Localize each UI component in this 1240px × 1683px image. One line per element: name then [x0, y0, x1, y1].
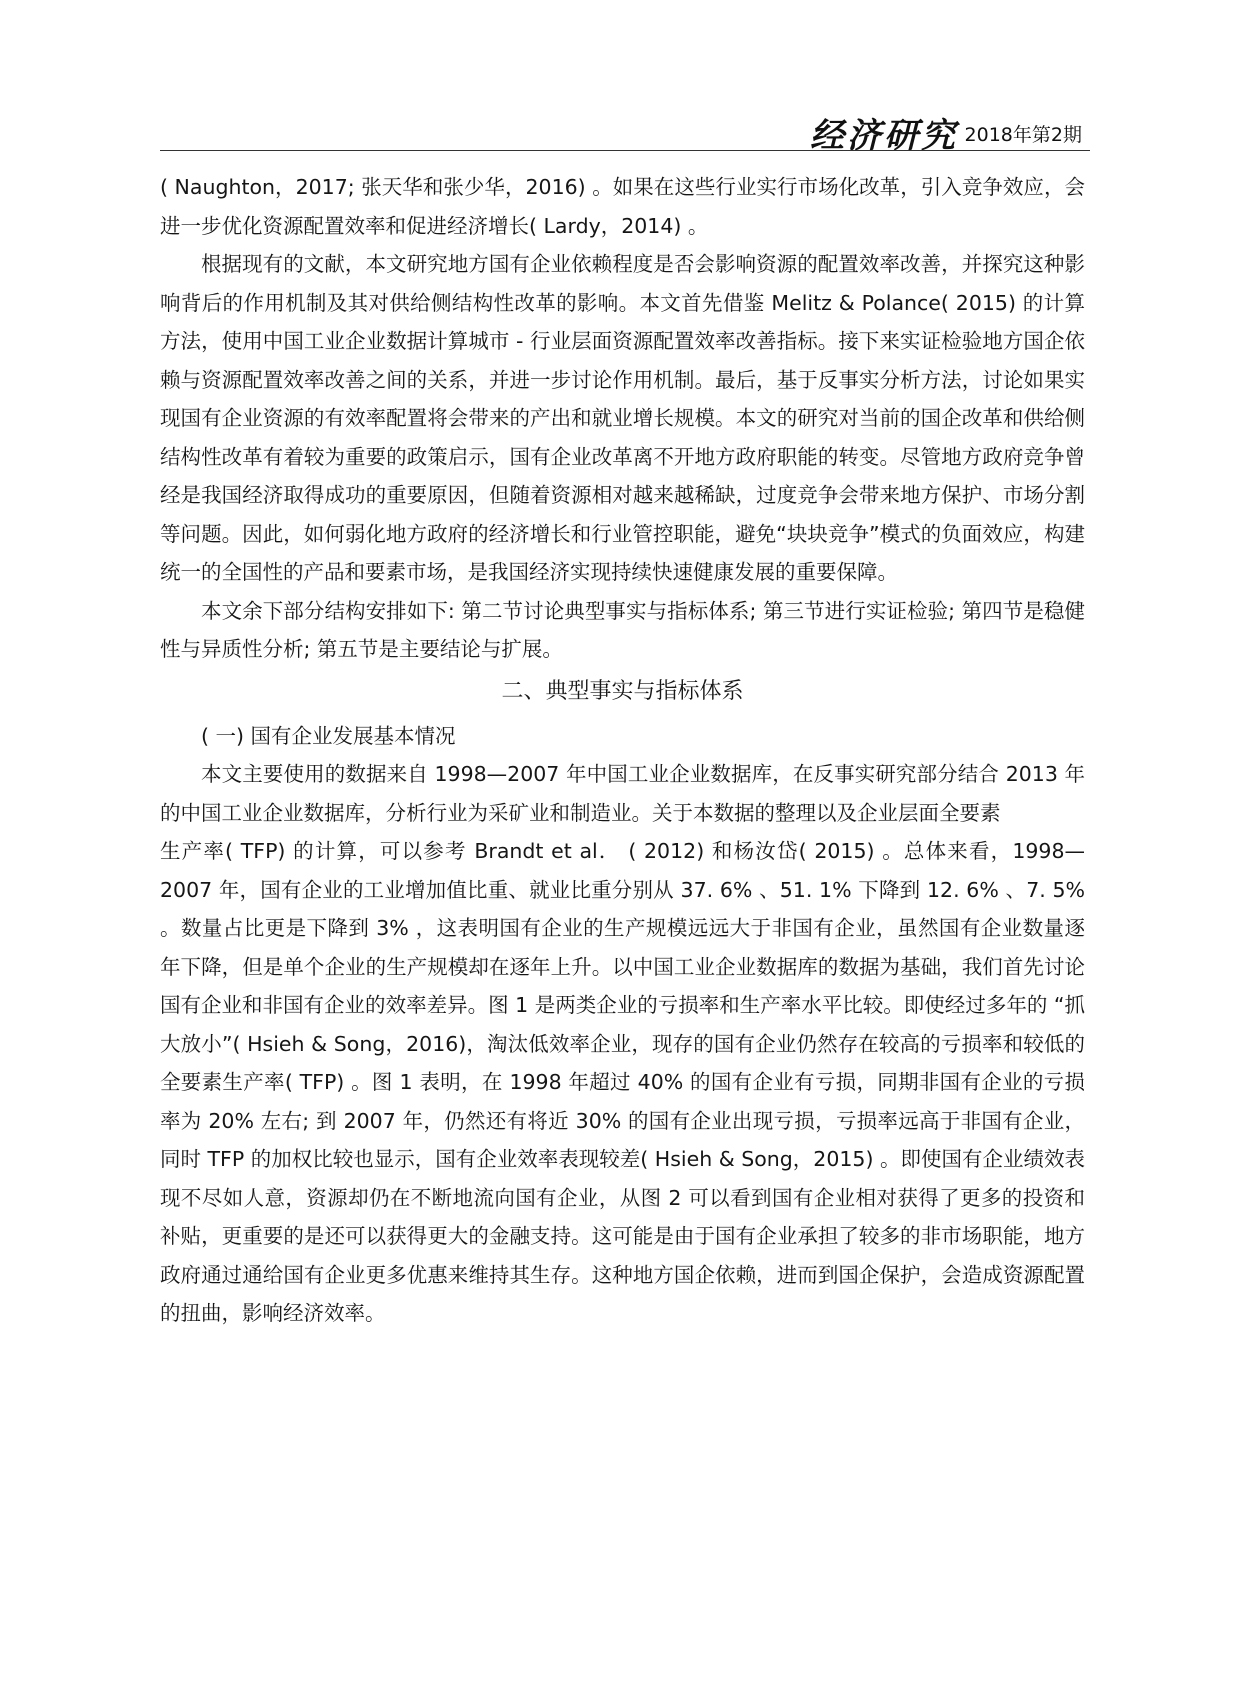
article-body	[160, 168, 1085, 1333]
paragraph-4a: 本文主要使用的数据来自 1998—2007 年中国工业企业数据库，在反事实研究部分结合 2013 年的中国工业企业数据库，分析行业为采矿业和制造业。关于本数据的整理以及企业层面全要素	[160, 762, 1085, 825]
header-rule	[160, 150, 1090, 151]
page-header	[160, 100, 1090, 156]
paragraph-1: ( Naughton，2017; 张天华和张少华，2016) 。如果在这些行业实行市场化改革，引入竞争效应，会进一步优化资源配置效率和促进经济增长( Lardy，2014) 。	[160, 175, 1085, 238]
issue-label: 2018年第2期	[964, 124, 1082, 146]
paragraph-2: 根据现有的文献，本文研究地方国有企业依赖程度是否会影响资源的配置效率改善，并探究这种影响背后的作用机制及其对供给侧结构性改革的影响。本文首先借鉴 Melitz & Polance( 2015) 的计算方法，使用中国工业企业数据计算城市 - 行业层面资源配置效率改善指标。接下来实证检验地方国企依赖与资源配置效率改善之间的关系，并进一步讨论作用机制。最后，基于反事实分析方法，讨论如果实现国有企业资源的有效率配置将会带来的产出和就业增长规模。本文的研究对当前的国企改革和供给侧结构性改革有着较为重要的政策启示，国有企业改革离不开地方政府职能的转变。尽管地方政府竞争曾经是我国经济取得成功的重要原因，但随着资源相对越来越稀缺，过度竞争会带来地方保护、市场分割等问题。因此，如何弱化地方政府的经济增长和行业管控职能，避免“块块竞争”模式的负面效应，构建统一的全国性的产品和要素市场，是我国经济实现持续快速健康发展的重要保障。	[160, 252, 1085, 584]
section-title: 二、典型事实与指标体系	[501, 678, 744, 704]
subsection-title: ( 一) 国有企业发展基本情况	[201, 723, 456, 748]
paragraph-4b: 生产率( TFP) 的计算，可以参考 Brandt et al． ( 2012) 和杨汝岱( 2015) 。总体来看，1998—2007 年，国有企业的工业增加值比重、就业比重分别从 37. 6% 、51. 1% 下降到 12. 6% 、7. 5% 。数量占比更是下降到 3% ，这表明国有企业的生产规模远远大于非国有企业，虽然国有企业数量逐年下降，但是单个企业的生产规模却在逐年上升。以中国工业企业数据库的数据为基础，我们首先讨论国有企业和非国有企业的效率差异。图 1 是两类企业的亏损率和生产率水平比较。即使经过多年的 “抓大放小”( Hsieh & Song，2016)，淘汰低效率企业，现存的国有企业仍然存在较高的亏损率和较低的全要素生产率( TFP) 。图 1 表明，在 1998 年超过 40% 的国有企业有亏损，同期非国有企业的亏损率为 20% 左右; 到 2007 年，仍然还有将近 30% 的国有企业出现亏损，亏损率远高于非国有企业，同时 TFP 的加权比较也显示，国有企业效率表现较差( Hsieh & Song，2015) 。即使国有企业绩效表现不尽如人意，资源却仍在不断地流向国有企业，从图 2 可以看到国有企业相对获得了更多的投资和补贴，更重要的是还可以获得更大的金融支持。这可能是由于国有企业承担了较多的非市场职能，地方政府通过通给国有企业更多优惠来维持其生存。这种地方国企依赖，进而到国企保护，会造成资源配置的扭曲，影响经济效率。	[160, 839, 1085, 1325]
paragraph-3: 本文余下部分结构安排如下: 第二节讨论典型事实与指标体系; 第三节进行实证检验; 第四节是稳健性与异质性分析; 第五节是主要结论与扩展。	[160, 598, 1085, 661]
journal-logo: 经济研究	[810, 116, 958, 156]
